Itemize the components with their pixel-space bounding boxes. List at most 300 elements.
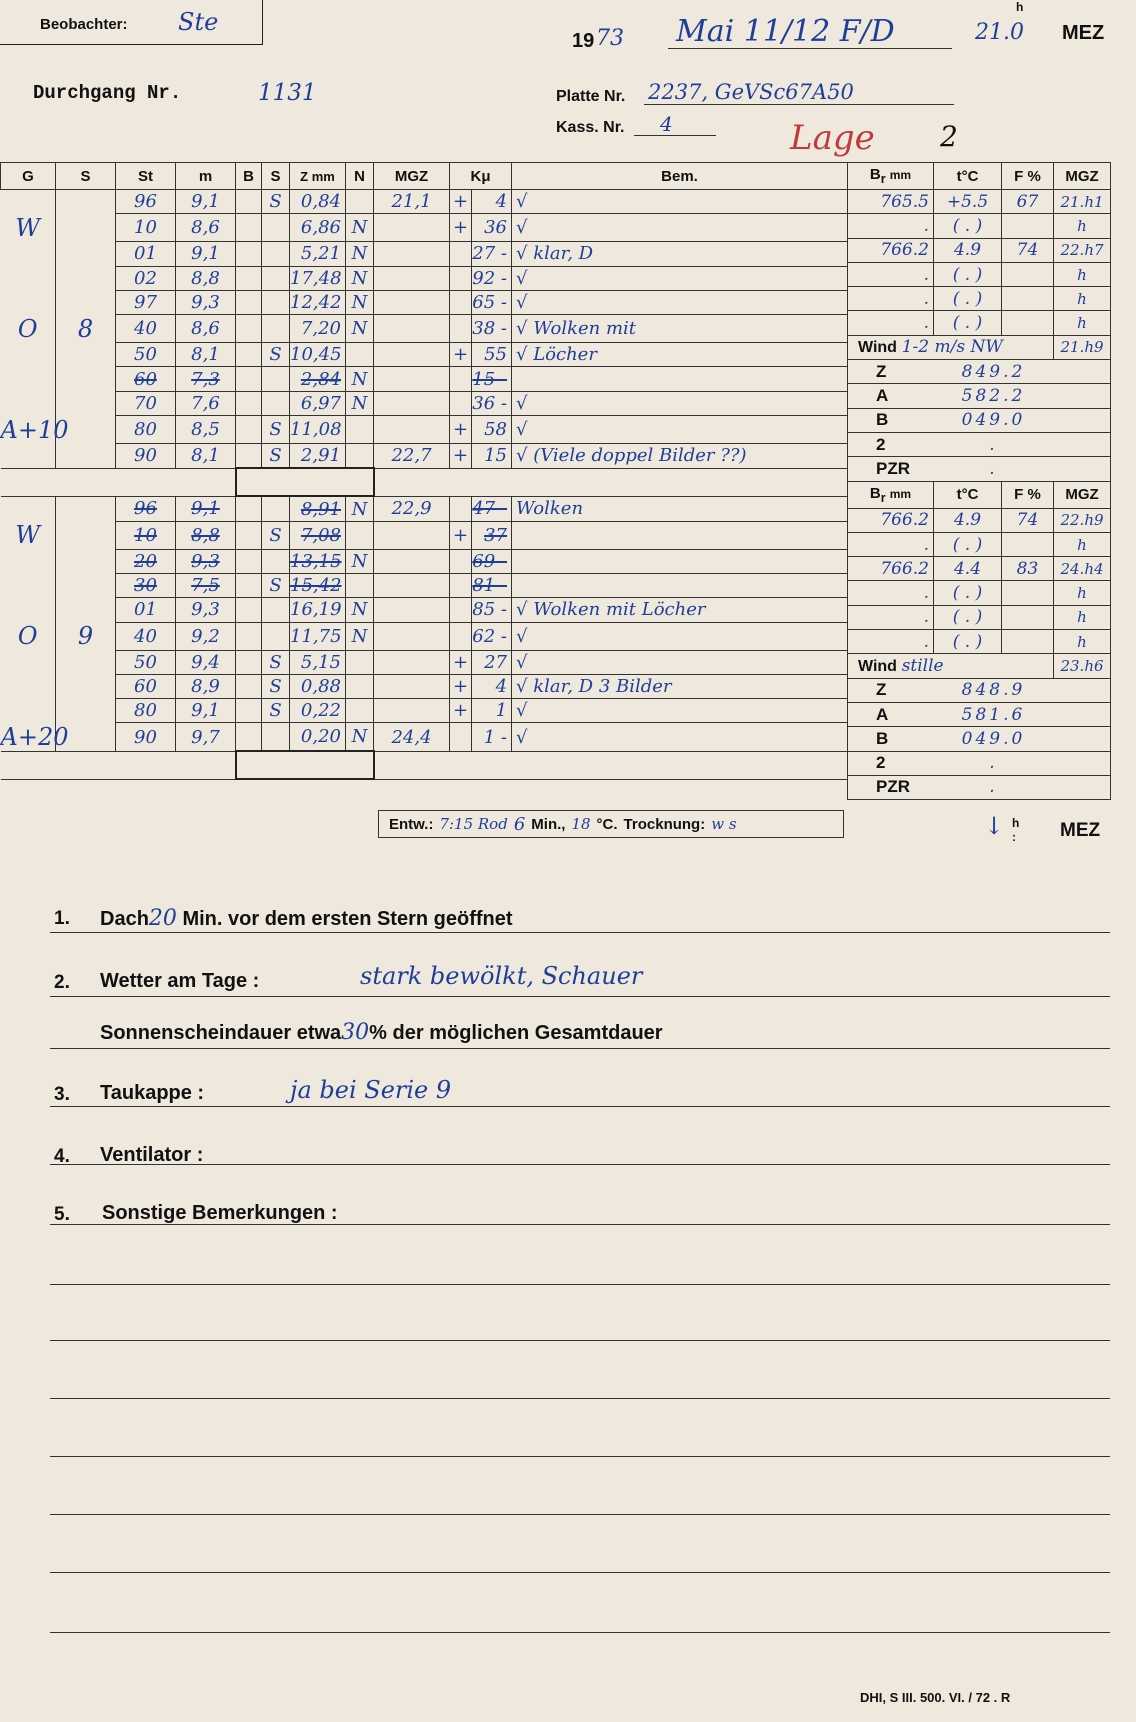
cell-bem: Wolken — [512, 496, 848, 521]
cell-s-flag: S — [262, 699, 290, 723]
cell-m: 9,3 — [176, 549, 236, 573]
cell-z: 7,20 — [290, 315, 346, 343]
cell-z: 17,48 — [290, 266, 346, 290]
meteo-cell-f — [1002, 630, 1054, 654]
meteo-cell-f — [1002, 581, 1054, 605]
meteo-cell-b: 765.5 — [848, 190, 934, 214]
cell-st: 30 — [116, 573, 176, 597]
wind-value: stille — [901, 655, 944, 676]
meteo-cell-b: . — [848, 532, 934, 556]
cell-z: 2,84 — [290, 367, 346, 391]
cell-sign — [450, 496, 472, 521]
cell-sign: + — [450, 444, 472, 469]
cell-mgz: 21,1 — [374, 190, 450, 214]
cell-b — [236, 622, 262, 650]
entw-temp-label: °C. — [596, 815, 618, 833]
cell-b — [236, 723, 262, 752]
cell-bem — [512, 549, 848, 573]
cell-s-flag — [262, 723, 290, 752]
cell-z: 0,22 — [290, 699, 346, 723]
entw-trock-label: Trocknung: — [623, 815, 706, 833]
item2-label: Wetter am Tage : — [100, 970, 260, 992]
cell-z: 0,20 — [290, 723, 346, 752]
cell-sign: + — [450, 416, 472, 444]
cell-g — [1, 674, 56, 698]
item3-label: Taukappe : — [100, 1082, 205, 1104]
table-row — [1, 521, 848, 549]
cell-n: N — [346, 598, 374, 622]
cell-mgz — [374, 650, 450, 674]
cell-s-flag — [262, 549, 290, 573]
summary-label: B — [848, 408, 934, 432]
meteo-cell-mgz: 24.h4 — [1054, 557, 1111, 581]
form-code: DHI, S III. 500. VI. / 72 . R — [860, 1690, 1011, 1705]
cell-k: 58 — [472, 416, 512, 444]
cell-s-flag: S — [262, 521, 290, 549]
item5-label: Sonstige Bemerkungen : — [102, 1202, 338, 1224]
cell-b — [236, 343, 262, 367]
cell-st: 01 — [116, 242, 176, 266]
cell-g — [1, 650, 56, 674]
summary-value: . — [934, 432, 1054, 456]
meteo-summary-row — [848, 384, 1111, 408]
cell-mgz — [374, 391, 450, 415]
series-1 — [1, 190, 848, 469]
meteo-cell-t: +5.5 — [934, 190, 1002, 214]
meteo-cell-mgz: h — [1054, 214, 1111, 238]
item5-line — [50, 1224, 1110, 1225]
cell-g: W — [1, 521, 56, 549]
cell-bem — [512, 521, 848, 549]
cell-b — [236, 290, 262, 314]
col-header-st: St — [116, 163, 176, 190]
summary-value: 049.0 — [934, 727, 1054, 751]
remark-line — [50, 1572, 1110, 1573]
item3-number: 3. — [54, 1084, 70, 1105]
summary-value: 581.6 — [934, 702, 1054, 726]
cell-s-flag — [262, 367, 290, 391]
cell-s — [56, 573, 116, 597]
meteo-summary-row — [848, 751, 1111, 775]
cell-mgz: 22,7 — [374, 444, 450, 469]
cell-mgz: 24,4 — [374, 723, 450, 752]
table-row — [1, 315, 848, 343]
meteo-header-f: F % — [1002, 163, 1054, 190]
item1-value: 20 — [148, 906, 177, 931]
cell-n: N — [346, 367, 374, 391]
cell-mgz — [374, 674, 450, 698]
cell-bem: √ Wolken mit Löcher — [512, 598, 848, 622]
cell-b — [236, 496, 262, 521]
cell-st: 90 — [116, 444, 176, 469]
meteo-block-1-extra — [848, 335, 1111, 481]
cell-k: 15 - — [472, 367, 512, 391]
col-header-m: m — [176, 163, 236, 190]
cell-mgz — [374, 266, 450, 290]
summary-value: . — [934, 457, 1054, 481]
cell-m: 9,2 — [176, 622, 236, 650]
meteo-summary-row — [848, 678, 1111, 702]
cell-b — [236, 266, 262, 290]
cell-s-flag — [262, 391, 290, 415]
remark-line — [50, 1632, 1110, 1633]
cell-n — [346, 190, 374, 214]
cell-mgz — [374, 598, 450, 622]
meteo-cell-t: ( . ) — [934, 287, 1002, 311]
meteo-header-row-2 — [848, 481, 1111, 508]
cell-sign — [450, 290, 472, 314]
summary-label: 2 — [848, 432, 934, 456]
cell-mgz — [374, 367, 450, 391]
cell-m: 9,3 — [176, 290, 236, 314]
cell-sign — [450, 598, 472, 622]
cell-mgz — [374, 699, 450, 723]
remark-line — [50, 1456, 1110, 1457]
remark-line — [50, 1340, 1110, 1341]
year-suffix: 73 — [596, 26, 624, 51]
cell-m: 8,9 — [176, 674, 236, 698]
meteo-cell-b: . — [848, 287, 934, 311]
series-footer-row — [1, 751, 848, 779]
cell-st: 80 — [116, 416, 176, 444]
cell-bem: √ Wolken mit — [512, 315, 848, 343]
table-row — [1, 444, 848, 469]
cell-mgz — [374, 573, 450, 597]
cell-k: 4 — [472, 674, 512, 698]
cell-g — [1, 367, 56, 391]
item1-number: 1. — [54, 908, 70, 929]
cell-s — [56, 343, 116, 367]
cell-g — [1, 190, 56, 214]
meteo-summary-row — [848, 432, 1111, 456]
cell-s — [56, 674, 116, 698]
entw-min-value: 6 — [513, 813, 526, 835]
cell-s — [56, 521, 116, 549]
cell-st: 50 — [116, 650, 176, 674]
cell-s — [56, 699, 116, 723]
platte-underline — [644, 104, 954, 105]
cell-z: 13,15 — [290, 549, 346, 573]
cell-sign: + — [450, 521, 472, 549]
cell-b — [236, 214, 262, 242]
cell-n — [346, 416, 374, 444]
cell-k: 85 - — [472, 598, 512, 622]
table-row — [1, 622, 848, 650]
wind-label: Wind — [858, 339, 897, 357]
cell-k: 69 - — [472, 549, 512, 573]
table-row — [1, 573, 848, 597]
cell-bem: √ (Viele doppel Bilder ??) — [512, 444, 848, 469]
cell-k: 4 — [472, 190, 512, 214]
cell-z: 0,88 — [290, 674, 346, 698]
cell-g — [1, 573, 56, 597]
meteo-row — [848, 605, 1111, 629]
cell-k: 55 — [472, 343, 512, 367]
cell-b — [236, 699, 262, 723]
cell-z: 8,91 — [290, 496, 346, 521]
cell-z: 12,42 — [290, 290, 346, 314]
cell-mgz — [374, 242, 450, 266]
series-separator — [1, 468, 848, 496]
cell-m: 7,3 — [176, 367, 236, 391]
cell-st: 97 — [116, 290, 176, 314]
meteo-cell-f — [1002, 262, 1054, 286]
observer-label: Beobachter: — [40, 16, 128, 33]
cell-n: N — [346, 266, 374, 290]
meteo-cell-t: 4.9 — [934, 238, 1002, 262]
meteo-cell-mgz: h — [1054, 311, 1111, 335]
cell-s-flag — [262, 315, 290, 343]
cell-n: N — [346, 496, 374, 521]
cell-bem: √ Löcher — [512, 343, 848, 367]
cell-bem: √ — [512, 266, 848, 290]
cell-st: 10 — [116, 214, 176, 242]
cell-k: 47 - — [472, 496, 512, 521]
cell-n — [346, 699, 374, 723]
meteo-row — [848, 581, 1111, 605]
item2b-line — [50, 1048, 1110, 1049]
cell-g — [1, 266, 56, 290]
meteo-cell-b: . — [848, 581, 934, 605]
meteo-cell-f — [1002, 311, 1054, 335]
cell-m: 8,8 — [176, 266, 236, 290]
meteo-cell-mgz: h — [1054, 532, 1111, 556]
cell-bem: √ — [512, 214, 848, 242]
col-header-n: N — [346, 163, 374, 190]
wind-row — [848, 335, 1111, 359]
cell-sign — [450, 391, 472, 415]
meteo-header-b: $B_r$ mm — [848, 163, 934, 190]
cell-s: 9 — [56, 622, 116, 650]
cell-b — [236, 391, 262, 415]
cell-bem: √ — [512, 416, 848, 444]
summary-label: Z — [848, 360, 934, 384]
cell-s-flag — [262, 266, 290, 290]
cell-m: 9,1 — [176, 190, 236, 214]
meteo-cell-mgz: h — [1054, 581, 1111, 605]
lage-value: 2 — [940, 120, 958, 153]
remark-line — [50, 1514, 1110, 1515]
col-header-k: Kμ — [450, 163, 512, 190]
cell-n — [346, 573, 374, 597]
meteo-cell-t: ( . ) — [934, 581, 1002, 605]
cell-g — [1, 699, 56, 723]
cell-st: 90 — [116, 723, 176, 752]
meteo-cell-mgz: h — [1054, 287, 1111, 311]
cell-g — [1, 391, 56, 415]
col-header-bem: Bem. — [512, 163, 848, 190]
cell-sign — [450, 549, 472, 573]
cell-mgz — [374, 549, 450, 573]
meteo-row — [848, 311, 1111, 335]
time-hour-mark: h — [1016, 0, 1024, 14]
cell-mgz — [374, 290, 450, 314]
cell-s — [56, 214, 116, 242]
cell-m: 9,1 — [176, 496, 236, 521]
table-row — [1, 549, 848, 573]
col-header-g: G — [1, 163, 56, 190]
table-row — [1, 699, 848, 723]
cell-sign — [450, 367, 472, 391]
cell-n: N — [346, 315, 374, 343]
cell-s: 8 — [56, 315, 116, 343]
cell-st: 40 — [116, 315, 176, 343]
meteo-cell-f — [1002, 287, 1054, 311]
cell-s — [56, 496, 116, 521]
time-value: 21.0 — [975, 20, 1024, 45]
cell-n: N — [346, 549, 374, 573]
cell-z: 16,19 — [290, 598, 346, 622]
summary-value: . — [934, 751, 1054, 775]
cell-st: 60 — [116, 367, 176, 391]
meteo-cell-b: . — [848, 262, 934, 286]
cell-k: 36 — [472, 214, 512, 242]
observer-value: Ste — [178, 8, 219, 36]
cell-n — [346, 674, 374, 698]
cell-k: 81 - — [472, 573, 512, 597]
item5-number: 5. — [54, 1204, 70, 1225]
meteo-block-1 — [848, 190, 1111, 336]
meteo-cell-f: 74 — [1002, 508, 1054, 532]
meteo-row — [848, 238, 1111, 262]
year-prefix: 19 — [572, 30, 595, 52]
lage-label: Lage — [790, 118, 875, 158]
cell-b — [236, 598, 262, 622]
meteo-summary-row — [848, 408, 1111, 432]
cell-s — [56, 242, 116, 266]
col-header-s: S — [56, 163, 116, 190]
cell-n — [346, 521, 374, 549]
meteo-header-mgz-2: MGZ — [1054, 481, 1111, 508]
cell-g: O — [1, 622, 56, 650]
cell-bem: √ — [512, 190, 848, 214]
meteo-cell-t: 4.9 — [934, 508, 1002, 532]
cell-z: 0,84 — [290, 190, 346, 214]
cell-n — [346, 444, 374, 469]
summary-label: A — [848, 702, 934, 726]
entw-trock-value: w s — [711, 815, 737, 833]
cell-m: 8,5 — [176, 416, 236, 444]
cell-b — [236, 444, 262, 469]
item2-number: 2. — [54, 972, 70, 993]
meteo-table — [847, 162, 1111, 800]
entw-temp-value: 18 — [571, 815, 591, 833]
platte-value: 2237, GeVSc67A50 — [648, 80, 854, 104]
cell-s — [56, 190, 116, 214]
cell-k: 65 - — [472, 290, 512, 314]
cell-sign: + — [450, 190, 472, 214]
cell-s-flag: S — [262, 650, 290, 674]
cell-sign — [450, 242, 472, 266]
cell-n: N — [346, 723, 374, 752]
cell-m: 9,1 — [176, 242, 236, 266]
cell-m: 8,6 — [176, 315, 236, 343]
cell-g — [1, 598, 56, 622]
meteo-summary-row — [848, 360, 1111, 384]
summary-label: PZR — [848, 775, 934, 799]
meteo-block-2 — [848, 508, 1111, 654]
date-value: Mai 11/12 F/D — [676, 14, 895, 49]
cell-k: 62 - — [472, 622, 512, 650]
meteo-header-b-2: $B_r$ mm — [848, 481, 934, 508]
cell-mgz — [374, 416, 450, 444]
cell-st: 70 — [116, 391, 176, 415]
item4-label: Ventilator : — [100, 1144, 204, 1166]
item1-label: Dach20 Min. vor dem ersten Stern geöffnet — [100, 906, 513, 931]
item3-value: ja bei Serie 9 — [290, 1076, 452, 1104]
cell-sign: + — [450, 214, 472, 242]
cell-g — [1, 496, 56, 521]
cell-mgz — [374, 343, 450, 367]
cell-s — [56, 367, 116, 391]
cell-g: O — [1, 315, 56, 343]
meteo-cell-b: 766.2 — [848, 508, 934, 532]
cell-bem: √ — [512, 290, 848, 314]
cell-m: 9,4 — [176, 650, 236, 674]
cell-k: 1 — [472, 699, 512, 723]
cell-bem: √ — [512, 650, 848, 674]
cell-m: 8,1 — [176, 444, 236, 469]
meteo-row — [848, 630, 1111, 654]
item4-number: 4. — [54, 1146, 70, 1167]
meteo-summary-row — [848, 457, 1111, 481]
summary-label: PZR — [848, 457, 934, 481]
cell-bem: √ — [512, 723, 848, 752]
cell-g — [1, 549, 56, 573]
meteo-header-f-2: F % — [1002, 481, 1054, 508]
cell-s-flag: S — [262, 416, 290, 444]
table-row — [1, 214, 848, 242]
cell-sign: + — [450, 699, 472, 723]
cell-z: 10,45 — [290, 343, 346, 367]
meteo-row — [848, 557, 1111, 581]
cell-sign — [450, 622, 472, 650]
cell-mgz: 22,9 — [374, 496, 450, 521]
meteo-cell-mgz: h — [1054, 630, 1111, 654]
meteo-cell-mgz: h — [1054, 605, 1111, 629]
item2b-label: Sonnenscheindauer etwa30% der möglichen Gesamtdauer — [100, 1020, 663, 1045]
summary-value: 049.0 — [934, 408, 1054, 432]
cell-s — [56, 290, 116, 314]
cell-n: N — [346, 391, 374, 415]
cell-z: 2,91 — [290, 444, 346, 469]
cell-k: 37 — [472, 521, 512, 549]
meteo-cell-mgz: h — [1054, 262, 1111, 286]
cell-st: 20 — [116, 549, 176, 573]
table-row — [1, 391, 848, 415]
meteo-cell-t: ( . ) — [934, 630, 1002, 654]
cell-z: 11,75 — [290, 622, 346, 650]
cell-s-flag — [262, 496, 290, 521]
cell-m: 8,1 — [176, 343, 236, 367]
summary-label: B — [848, 727, 934, 751]
cell-bem: √ — [512, 699, 848, 723]
item2b-value: 30 — [341, 1020, 370, 1045]
cell-s-flag — [262, 214, 290, 242]
cell-n: N — [346, 622, 374, 650]
cell-s-flag — [262, 242, 290, 266]
cell-sign: + — [450, 650, 472, 674]
table-row — [1, 723, 848, 752]
cell-k: 1 - — [472, 723, 512, 752]
table-row — [1, 290, 848, 314]
cell-m: 7,5 — [176, 573, 236, 597]
item4-line — [50, 1164, 1110, 1165]
cell-b — [236, 521, 262, 549]
remark-line — [50, 1284, 1110, 1285]
cell-k: 27 - — [472, 242, 512, 266]
table-row — [1, 266, 848, 290]
